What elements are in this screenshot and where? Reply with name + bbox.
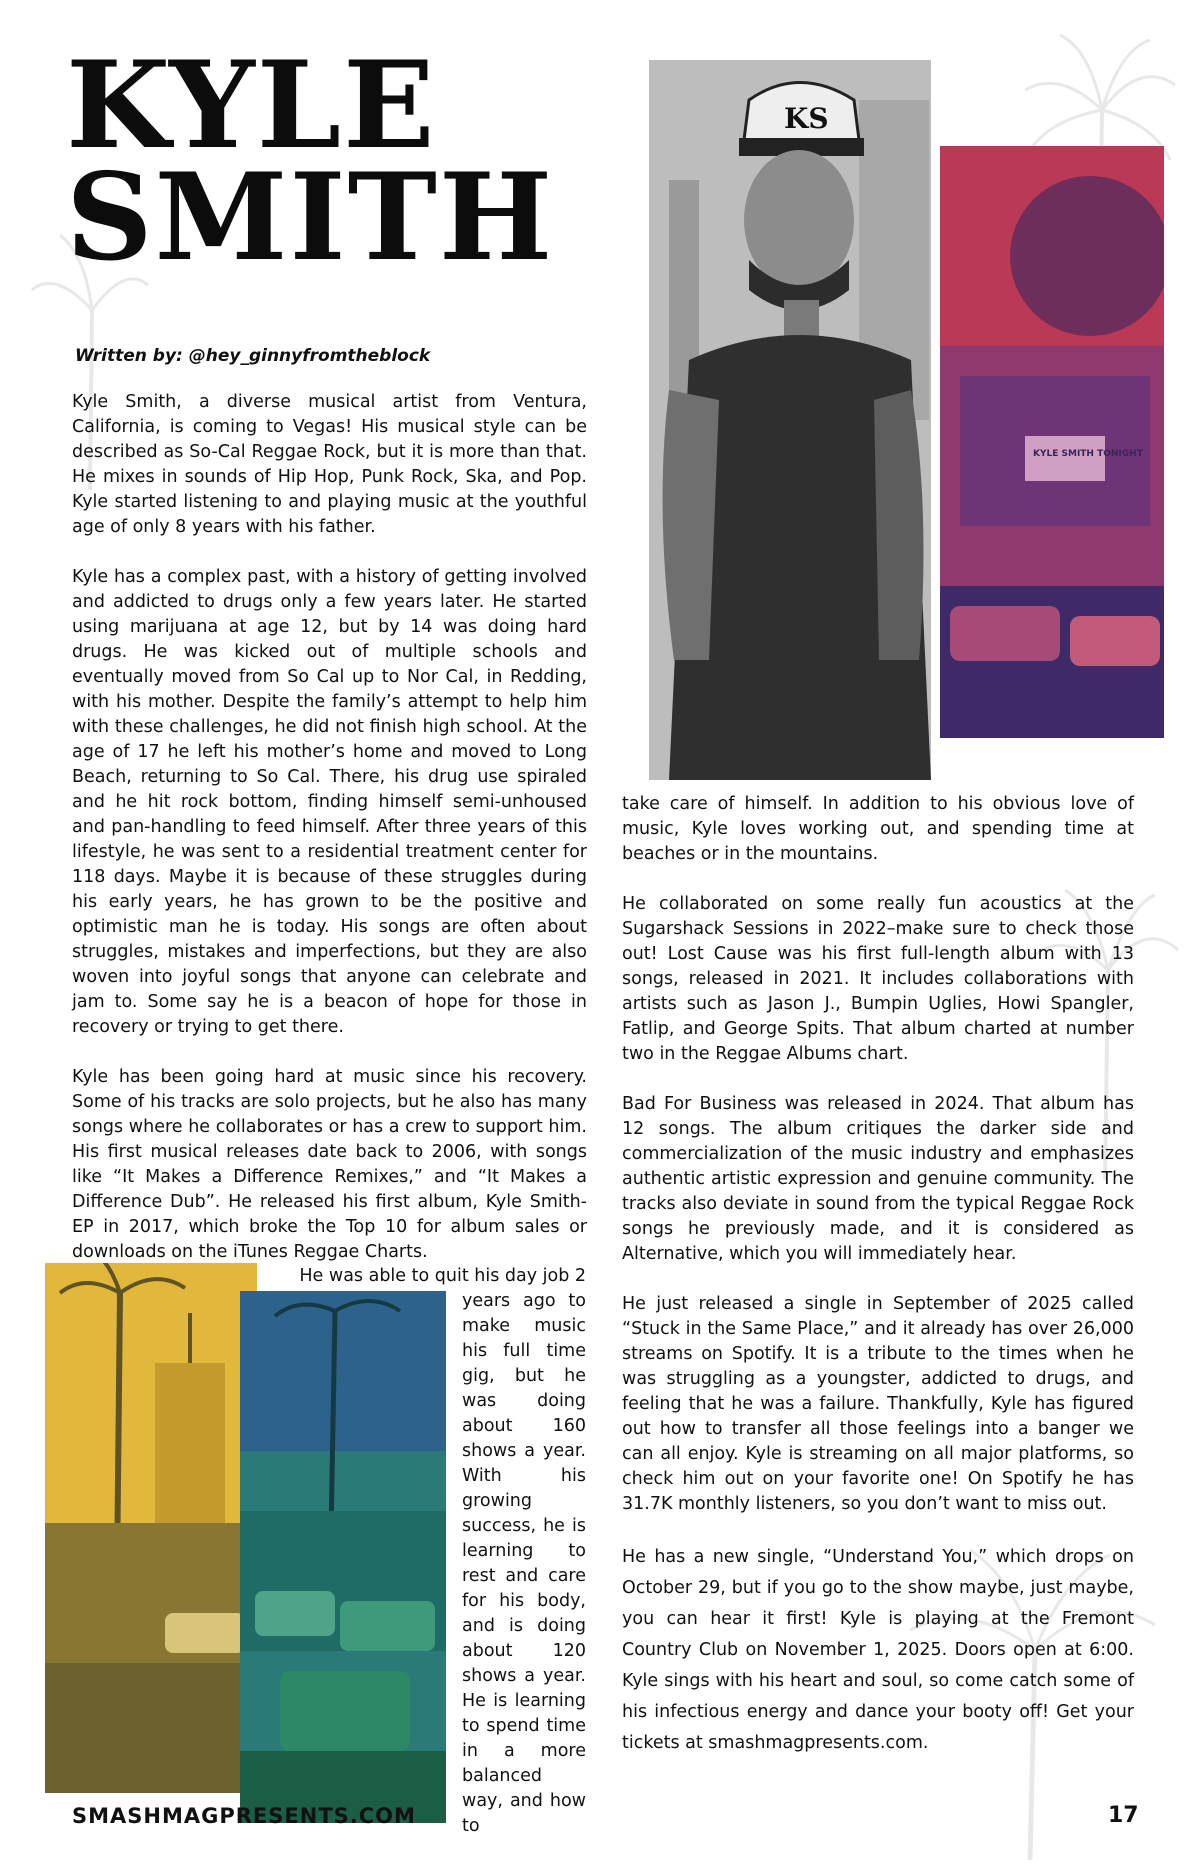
article-column-right bbox=[622, 792, 1134, 1784]
street-red-illustration bbox=[940, 146, 1164, 738]
paragraph: Kyle has been going hard at music since his recovery. Some of his tracks are solo projects, but he also has many songs where he collaborates or has a crew to support him. His first musical releases date back to 2006, with songs like “It Makes a Difference Remixes,” and “It Makes a Difference Dub”. He released his first album, Kyle Smith-EP in 2017, which broke the Top 10 for album sales or downloads on the iTunes Reggae Charts. bbox=[72, 1067, 587, 1262]
cap-logo: KS bbox=[784, 102, 829, 135]
paragraph: He just released a single in September of 2025 called “Stuck in the Same Place,” and it already has over 26,000 streams on Spotify. It is a tribute to the times when he was struggling as a youngster, addicted to drugs, and feeling that he was a failure. Thankfully, Kyle has figured out how to transfer all those feelings into a banger we can all enjoy. Kyle is streaming on all major platforms, so check him out on your favorite one! On Spotify he has 31.7K monthly listeners, so you don’t want to miss out. bbox=[622, 1294, 1134, 1514]
street-scene-red-photo bbox=[940, 146, 1164, 738]
street-scene-green-photo bbox=[240, 1291, 446, 1823]
footer-website: SMASHMAGPRESENTS.COM bbox=[72, 1804, 416, 1828]
venue-sign: KYLE SMITH TONIGHT bbox=[1033, 449, 1143, 459]
paragraph: He collaborated on some really fun acoustics at the Sugarshack Sessions in 2022–make sure to check those out! Lost Cause was his first full-length album with 13 songs, released in 2021. It includes collaborations with artists such as Jason J., Bumpin Uglies, Howi Spangler, Fatlip, and George Spits. That album charted at number two in the Reggae Albums chart. bbox=[622, 894, 1134, 1064]
street-scene-yellow-photo bbox=[45, 1263, 257, 1793]
street-yellow-illustration bbox=[45, 1263, 257, 1793]
paragraph: Bad For Business was released in 2024. That album has 12 songs. The album critiques the darker side and commercialization of the music industry and emphasizes authentic artistic expression and genuine community. The tracks also deviate in sound from the typical Reggae Rock songs he previously made, and it is considered as Alternative, which you will immediately hear. bbox=[622, 1094, 1134, 1264]
artist-portrait-photo bbox=[649, 60, 931, 780]
narrow-paragraph-lead: He was able to quit his day job 2 bbox=[299, 1266, 586, 1286]
paragraph: He has a new single, “Understand You,” which drops on October 29, but if you go to the show maybe, just maybe, you can hear it first! Kyle is playing at the Fremont Country Club on November 1, 2025. Doors open at 6:00. Kyle sings with his heart and soul, so come catch some of his infectious energy and dance your booty off! Get your tickets at smashmagpresents.com. bbox=[622, 1547, 1134, 1753]
street-green-illustration bbox=[240, 1291, 446, 1823]
narrow-paragraph: years ago to make music his full time gig, but he was doing about 160 shows a year. With his growing success, he is learning to rest and care for his body, and is doing about 120 shows a year. He is learning to spend time in a more balanced way, and how to bbox=[462, 1291, 586, 1836]
byline: Written by: @hey_ginnyfromtheblock bbox=[75, 346, 431, 366]
paragraph: take care of himself. In addition to his obvious love of music, Kyle loves working out, and spending time at beaches or in the mountains. bbox=[622, 794, 1134, 864]
paragraph: Kyle Smith, a diverse musical artist from Ventura, California, is coming to Vegas! His musical style can be described as So-Cal Reggae Rock, but it is more than that. He mixes in sounds of Hip Hop, Punk Rock, Ska, and Pop. Kyle started listening to and playing music at the youthful age of only 8 years with his father. bbox=[72, 392, 587, 537]
paragraph: Kyle has a complex past, with a history of getting involved and addicted to drugs only a few years later. He started using marijuana at age 12, but by 14 was doing hard drugs. He was kicked out of multiple schools and eventually moved from So Cal up to Nor Cal, in Redding, with his mother. Despite the family’s attempt to help him with these challenges, he did not finish high school. At the age of 17 he left his mother’s home and moved to Long Beach, returning to So Cal. There, his drug use spiraled and he hit rock bottom, finding himself semi-unhoused and pan-handling to feed himself. After three years of this lifestyle, he was sent to a residential treatment center for 118 days. Maybe it is because of these struggles during his early years, he has grown to be the positive and optimistic man he is today. His songs are often about struggles, mistakes and imperfections, but they are also woven into joyful songs that anyone can celebrate and jam to. Some say he is a beacon of hope for those in recovery or trying to get there. bbox=[72, 567, 587, 1037]
portrait-illustration bbox=[649, 60, 931, 780]
title-line-1: KYLE bbox=[66, 35, 437, 176]
article-column-left bbox=[72, 390, 587, 1290]
article-title bbox=[66, 35, 636, 288]
page-number: 17 bbox=[1108, 1803, 1139, 1828]
title-line-2: SMITH bbox=[66, 147, 555, 288]
